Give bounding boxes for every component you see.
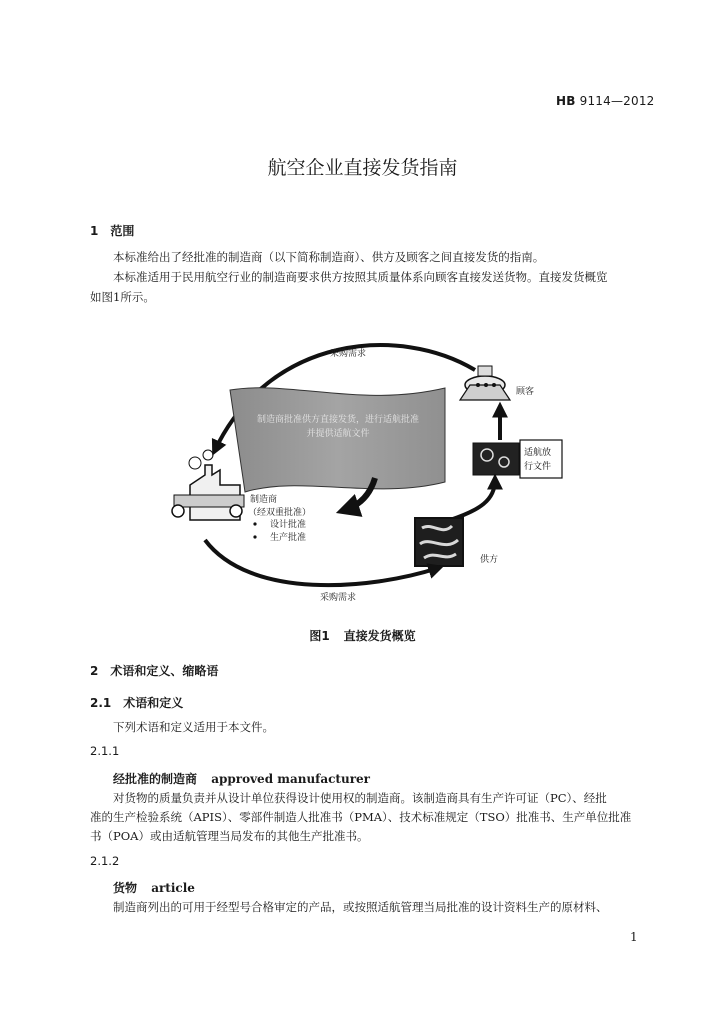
- term-2-1-1-line-2: 准的生产检验系统（APIS）、零部件制造人批准书（PMA）、技术标准规定（TSO）批准书、生产单位批准: [90, 810, 632, 824]
- term-2-1-1-en: approved manufacturer: [211, 772, 370, 786]
- section-2-heading: 2 术语和定义、缩略语: [90, 664, 219, 678]
- figure-number: 图1: [309, 629, 330, 643]
- term-2-1-2-en: article: [151, 881, 195, 895]
- customer-label: 顾客: [516, 387, 535, 397]
- airplane-icon: [460, 366, 510, 400]
- manufacturer-approval-label: （经双重批准）: [248, 508, 312, 518]
- banner-text-line-2: 并提供适航文件: [306, 429, 370, 439]
- manufacturer-item-2: 生产批准: [270, 533, 307, 543]
- term-2-1-2-cn: 货物: [113, 881, 138, 895]
- standard-code-prefix: HB: [556, 94, 576, 108]
- term-2-1-1-heading: [113, 770, 370, 787]
- factory-icon: [172, 450, 244, 520]
- term-2-1-2-number: 2.1.2: [90, 854, 120, 868]
- top-purchase-label: 采购需求: [330, 349, 367, 359]
- document-title: 航空企业直接发货指南: [267, 157, 458, 179]
- section-1-heading: 1 范围: [90, 224, 135, 238]
- manufacturer-item-1: 设计批准: [270, 520, 307, 530]
- section-1-para-2-line-1: 本标准适用于民用航空行业的制造商要求供方按照其质量体系向顾客直接发送货物。直接发货概览: [113, 270, 608, 284]
- term-2-1-1-line-1: 对货物的质量负责并从设计单位获得设计使用权的制造商。该制造商具有生产许可证（PC）、经批: [113, 791, 607, 805]
- term-2-1-2-line-1: 制造商列出的可用于经型号合格审定的产品，或按照适航管理当局批准的设计资料生产的原材料、: [113, 900, 608, 914]
- supplier-icon: [415, 518, 463, 566]
- term-2-1-1-number: 2.1.1: [90, 744, 120, 758]
- certificate-label-line-1: 适航放: [524, 448, 552, 458]
- standard-code-number: 9114—2012: [579, 94, 655, 108]
- supplier-label: 供方: [480, 555, 499, 565]
- banner-text-line-1: 制造商批准供方直接发货，进行适航批准: [256, 415, 420, 425]
- section-1-para-1: 本标准给出了经批准的制造商（以下简称制造商）、供方及顾客之间直接发货的指南。: [113, 250, 545, 264]
- term-2-1-2-heading: [113, 879, 195, 896]
- supplier-to-doc-arrow: [450, 480, 495, 520]
- certificate-label-line-2: 行文件: [524, 462, 552, 472]
- bullet-icon: [253, 522, 256, 525]
- standard-code: [556, 94, 655, 108]
- section-2-1-para: 下列术语和定义适用于本文件。: [113, 720, 274, 734]
- process-banner: [230, 388, 445, 492]
- section-2-1-heading: 2.1 术语和定义: [90, 696, 184, 710]
- figure-title: 直接发货概览: [343, 629, 416, 643]
- section-1-para-2-line-2: 如图1所示。: [90, 290, 155, 304]
- bottom-purchase-arrow: [205, 540, 438, 585]
- page-number: 1: [630, 930, 638, 944]
- direct-delivery-figure: [160, 330, 590, 620]
- manufacturer-label: 制造商: [250, 495, 278, 505]
- term-2-1-1-cn: 经批准的制造商: [113, 772, 198, 786]
- figure-caption: [0, 627, 725, 644]
- bottom-purchase-label: 采购需求: [320, 593, 357, 603]
- certificate-box: [473, 440, 562, 478]
- bullet-icon: [253, 535, 256, 538]
- term-2-1-1-line-3: 书（POA）或由适航管理当局发布的其他生产批准书。: [90, 829, 369, 843]
